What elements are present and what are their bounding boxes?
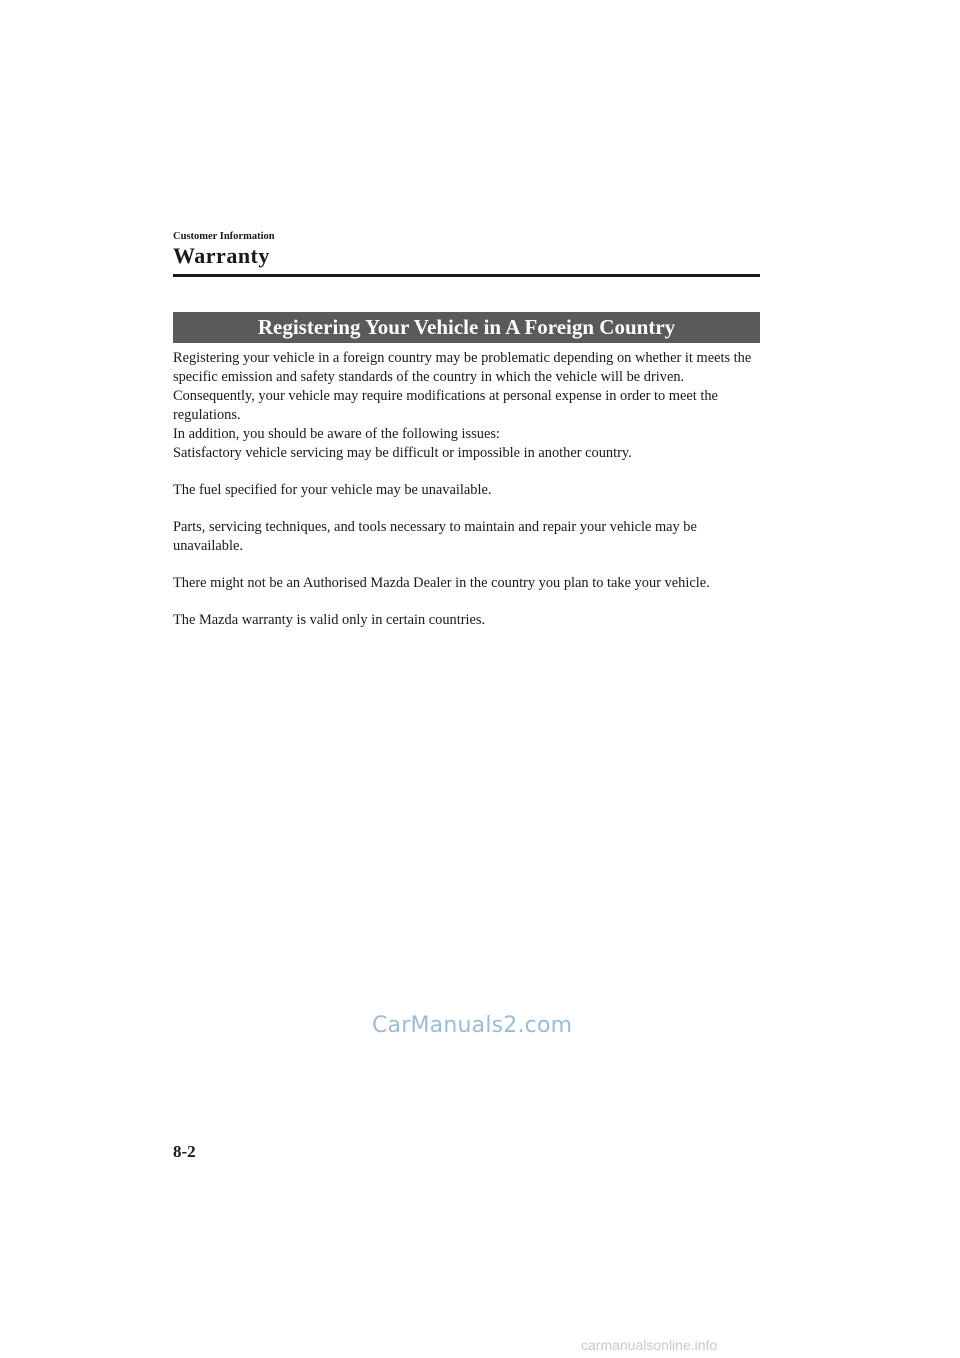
header-rule <box>173 274 760 277</box>
footer-site-watermark: carmanualsonline.info <box>581 1337 718 1353</box>
issue-item: Parts, servicing techniques, and tools necessary to maintain and repair your vehicle may be unavailable. <box>173 519 697 554</box>
page-number: 8-2 <box>173 1142 196 1161</box>
chapter-title: Warranty <box>173 243 270 268</box>
intro-paragraph: Registering your vehicle in a foreign country may be problematic depending on whether it meets the specific emission and safety standards of the country in which the vehicle will be driven. Consequently, your vehicle may require modifications at personal expense in order to meet the regulations. <box>173 350 752 423</box>
issue-item: The Mazda warranty is valid only in certain countries. <box>173 612 486 628</box>
aware-paragraph: In addition, you should be aware of the following issues: <box>173 426 500 442</box>
issue-item: There might not be an Authorised Mazda Dealer in the country you plan to take your vehicle. <box>173 575 710 591</box>
body-text <box>173 349 763 630</box>
watermark-link[interactable]: CarManuals2.com <box>372 1013 573 1038</box>
section-banner: Registering Your Vehicle in A Foreign Country <box>173 312 760 343</box>
issue-item: Satisfactory vehicle servicing may be difficult or impossible in another country. <box>173 445 632 461</box>
issue-item: The fuel specified for your vehicle may be unavailable. <box>173 482 492 498</box>
section-label: Customer Information <box>173 231 275 242</box>
